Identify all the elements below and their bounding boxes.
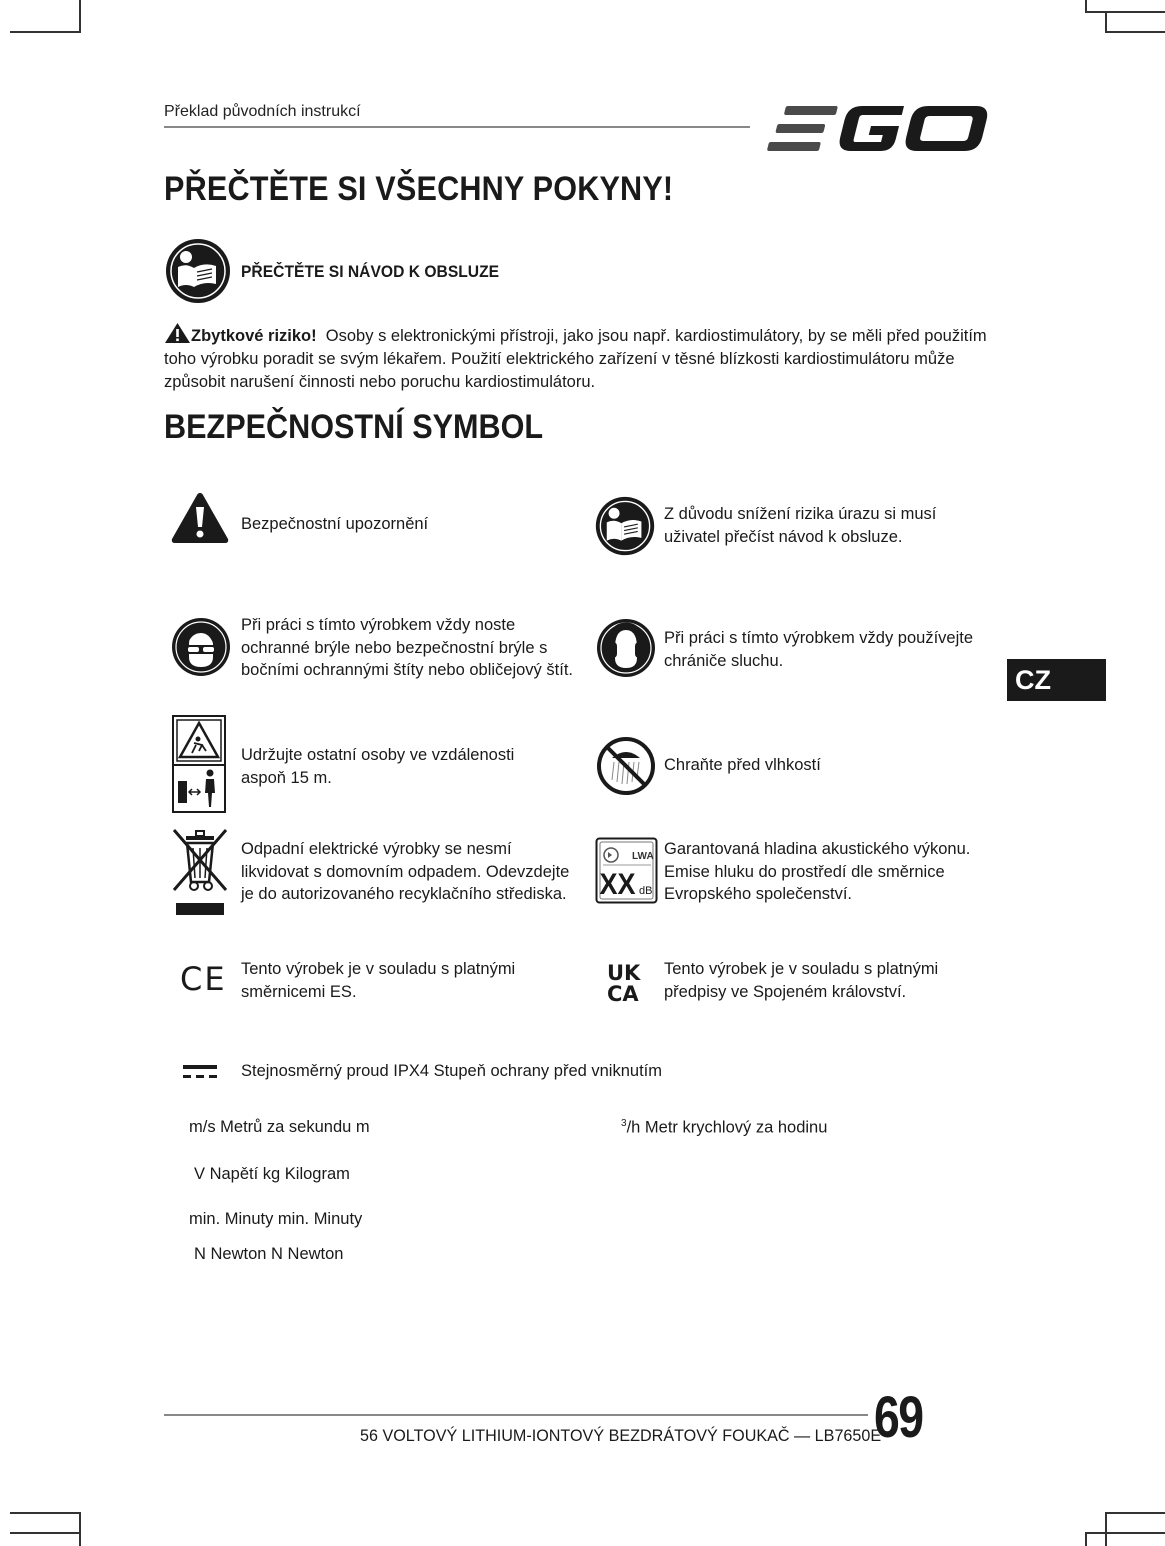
language-tab: CZ [1007, 659, 1106, 701]
symbol-text: Stejnosměrný proud IPX4 Stupeň ochrany před vniknutím [241, 1062, 662, 1080]
no-rain-icon [594, 736, 658, 796]
symbol-text: Chraňte před vlhkostí [664, 756, 821, 774]
read-manual-icon [594, 495, 656, 557]
keep-distance-icon [172, 715, 226, 813]
crop-mark [79, 1512, 81, 1546]
read-manual-icon [164, 237, 232, 305]
crop-mark [10, 31, 80, 33]
warning-triangle-icon [164, 322, 191, 344]
ear-protection-icon [596, 618, 656, 678]
crop-mark [1085, 11, 1165, 13]
ego-logo [766, 98, 996, 158]
heading-read-instructions: PŘEČTĚTE SI VŠECHNY POKYNY! [164, 170, 674, 208]
symbol-text: Odpadní elektrické výrobky se nesmí likvidovat s domovním odpadem. Odevzdejte je do autorizovaného recyklačního střediska. [241, 840, 570, 903]
crop-mark [79, 0, 81, 33]
sound-power-icon [595, 837, 658, 904]
crop-mark [1105, 12, 1107, 33]
direct-current-icon [182, 1063, 218, 1081]
crop-mark [1085, 1532, 1165, 1534]
crop-mark [1105, 1512, 1107, 1546]
unit-row: min. Minuty min. Minuty [189, 1210, 363, 1228]
residual-risk-title: Zbytkové riziko! [191, 327, 317, 345]
residual-risk-text: Osoby s elektronickými přístroji, jako jsou např. kardiostimulátory, by se měli před použitím toho výrobku poradit se svým lékařem. Použití elektrického zařízení v těsné blízkosti kardiostimulátoru může způsobit narušení činnosti nebo poruchu kardiostimulátoru. [164, 327, 987, 391]
crop-mark [10, 1532, 80, 1534]
unit-row: N Newton N Newton [194, 1245, 344, 1263]
header-subtitle: Překlad původních instrukcí [164, 103, 361, 120]
crop-mark [10, 1512, 80, 1514]
heading-safety-symbols: BEZPEČNOSTNÍ SYMBOL [164, 408, 544, 446]
warning-triangle-icon [170, 491, 230, 545]
ukca-bottom-text: CA [607, 982, 639, 1006]
unit-row: V Napětí kg Kilogram [194, 1165, 350, 1183]
unit-superscript: 3 [621, 1118, 627, 1129]
symbol-text: Bezpečnostní upozornění [241, 515, 429, 533]
crop-mark [1105, 1512, 1165, 1514]
unit-row [621, 1118, 827, 1138]
sound-lwa-label: LWA [632, 851, 654, 862]
ce-mark-icon [180, 960, 227, 998]
symbol-text: Tento výrobek je v souladu s platnými směrnicemi ES. [241, 960, 516, 1001]
crop-mark [1085, 1532, 1087, 1546]
symbol-text: Udržujte ostatní osoby ve vzdálenosti aspoň 15 m. [241, 746, 515, 787]
header-rule [164, 126, 750, 128]
crop-mark [1105, 31, 1165, 33]
unit-row: m/s Metrů za sekundu m [189, 1118, 370, 1136]
read-manual-label: PŘEČTĚTE SI NÁVOD K OBSLUZE [241, 262, 500, 281]
symbol-text: Při práci s tímto výrobkem vždy noste ochranné brýle nebo bezpečnostní brýle s bočními ochrannými štíty nebo obličejový štít. [241, 616, 573, 679]
residual-risk-paragraph [164, 322, 1004, 394]
symbol-text: Z důvodu snížení rizika úrazu si musí uživatel přečíst návod k obsluze. [664, 505, 937, 546]
ukca-top-text: UK [607, 961, 641, 985]
sound-db-label: dB [639, 885, 653, 897]
page-number: 69 [874, 1385, 923, 1450]
ukca-mark-icon [606, 960, 646, 1004]
unit-text: /h Metr krychlový za hodinu [626, 1118, 828, 1137]
footer-title: 56 VOLTOVÝ LITHIUM-IONTOVÝ BEZDRÁTOVÝ FOUKAČ — LB7650E [360, 1426, 882, 1445]
sound-xx-label: XX [599, 867, 636, 902]
safety-glasses-icon [171, 617, 231, 677]
weee-bin-icon [170, 826, 230, 918]
symbol-text: Při práci s tímto výrobkem vždy používejte chrániče sluchu. [664, 629, 974, 670]
footer-rule [164, 1414, 868, 1416]
symbol-text: Tento výrobek je v souladu s platnými předpisy ve Spojeném království. [664, 960, 939, 1001]
ce-mark-text: CE [180, 960, 227, 998]
symbol-text: Garantovaná hladina akustického výkonu. Emise hluku do prostředí dle směrnice Evropského společenství. [664, 840, 971, 903]
